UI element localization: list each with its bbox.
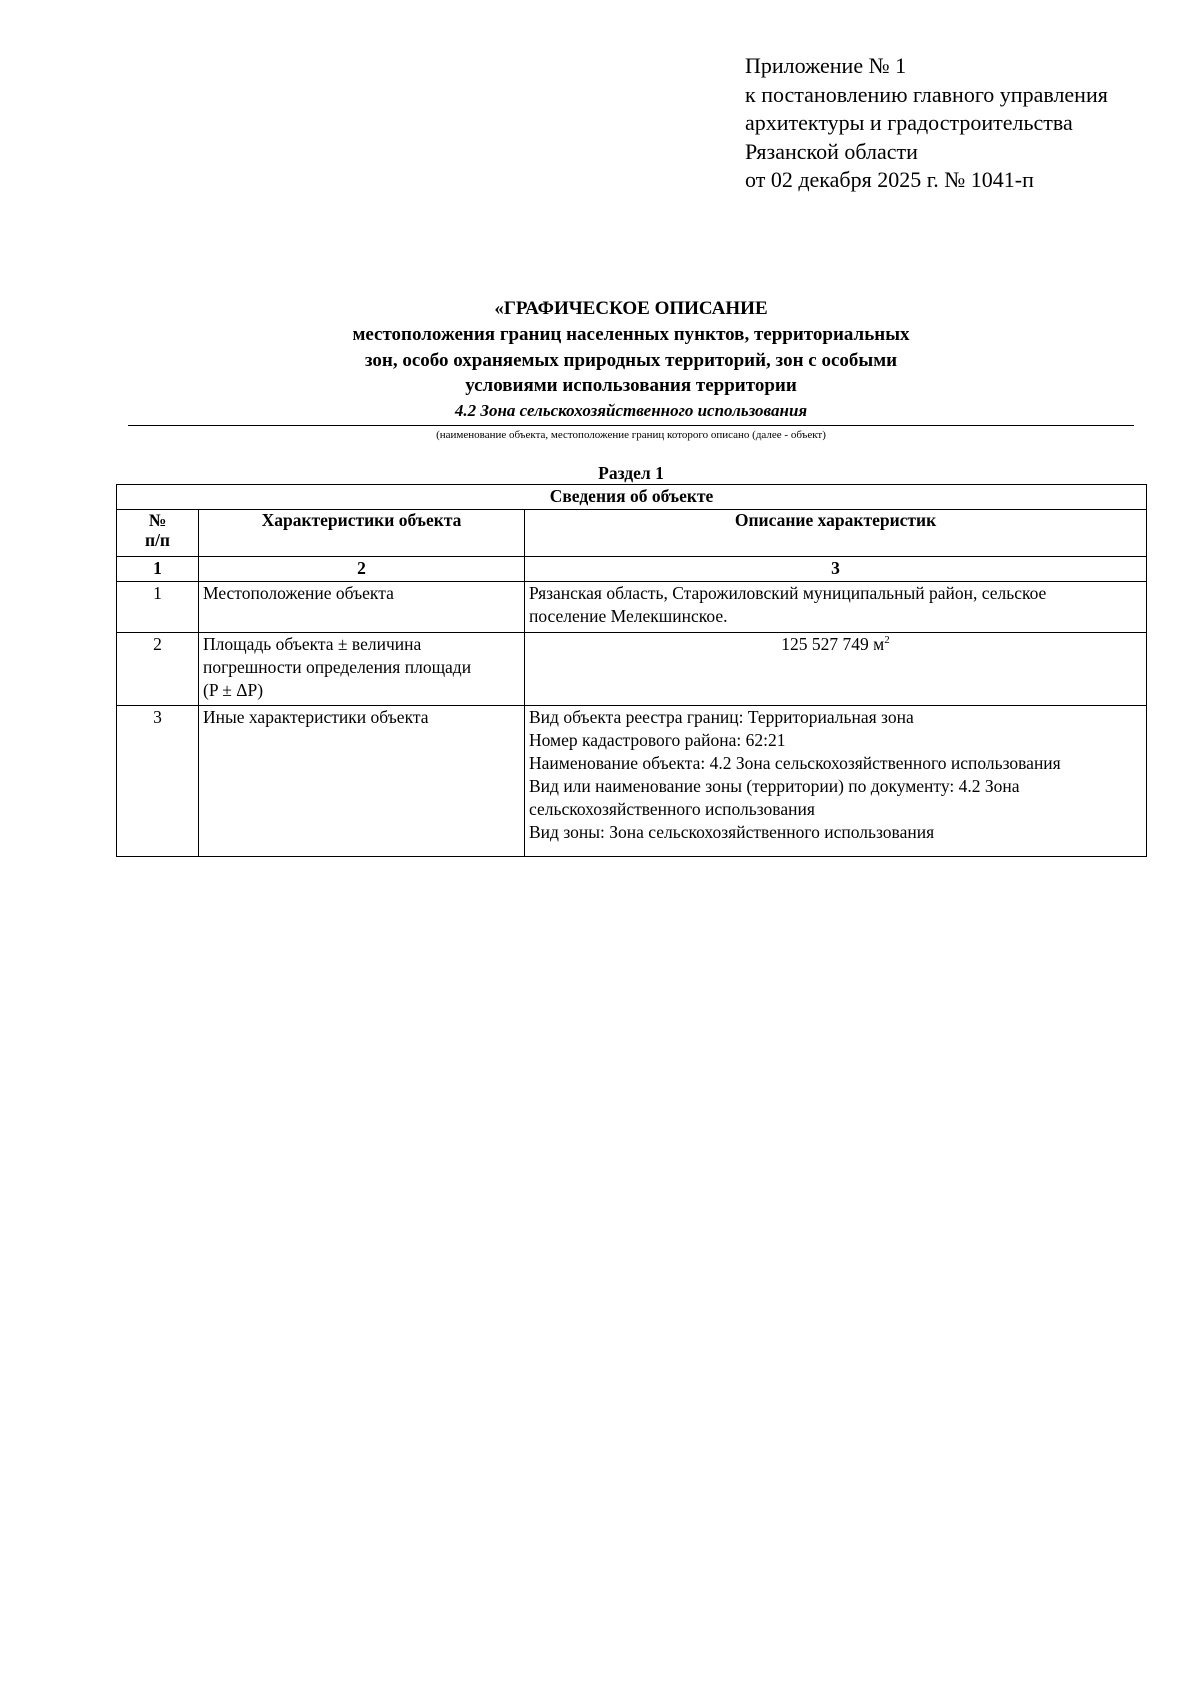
description-line: Вид объекта реестра границ: Территориальная зона	[529, 707, 914, 727]
object-info-table	[116, 484, 1147, 857]
title-line: условиями использования территории	[465, 375, 797, 396]
row-characteristic	[199, 633, 525, 706]
header-characteristics: Характеристики объекта	[199, 510, 525, 557]
row-number: 2	[117, 633, 199, 706]
row-description	[525, 633, 1147, 706]
area-value: 125 527 749 м	[781, 634, 885, 654]
header-num	[117, 510, 199, 557]
document-title	[128, 296, 1134, 399]
description-line: Номер кадастрового района: 62:21	[529, 730, 786, 750]
annex-line: Приложение № 1	[745, 53, 907, 78]
table-row	[117, 633, 1147, 706]
row-characteristic: Местоположение объекта	[199, 582, 525, 633]
annex-line: от 02 декабря 2025 г. № 1041-п	[745, 167, 1034, 192]
annex-line: архитектуры и градостроительства	[745, 110, 1073, 135]
title-line: «ГРАФИЧЕСКОЕ ОПИСАНИЕ	[494, 298, 768, 319]
characteristic-line: (P ± ΔP)	[203, 680, 264, 700]
title-line: местоположения границ населенных пунктов, территориальных	[352, 324, 910, 345]
table-caption: Сведения об объекте	[117, 485, 1147, 510]
annex-line: к постановлению главного управления	[745, 81, 1108, 107]
header-num-line: №	[148, 510, 167, 530]
section-title: Раздел 1	[598, 463, 664, 483]
column-number: 2	[199, 557, 525, 582]
description-line: поселение Мелекшинское.	[529, 606, 728, 626]
title-line: зон, особо охраняемых природных территорий, зон с особыми	[364, 349, 898, 371]
description-line: Вид зоны: Зона сельскохозяйственного использования	[529, 822, 935, 842]
object-name-caption: (наименование объекта, местоположение границ которого описано (далее - объект)	[436, 429, 826, 441]
annex-line: Рязанской области	[745, 138, 918, 164]
object-name-underline	[128, 425, 1134, 426]
characteristic-line: Площадь объекта ± величина	[203, 634, 422, 654]
column-number: 1	[117, 557, 199, 582]
row-description	[525, 582, 1147, 633]
row-number: 3	[117, 706, 199, 857]
description-line: Вид или наименование зоны (территории) по документу: 4.2 Зона	[529, 776, 1020, 796]
row-characteristic: Иные характеристики объекта	[199, 706, 525, 857]
annex-header	[745, 52, 1108, 195]
row-description	[525, 706, 1147, 857]
description-line: Рязанская область, Старожиловский муниципальный район, сельское	[529, 583, 1047, 603]
header-num-line: п/п	[144, 530, 171, 550]
object-name: 4.2 Зона сельскохозяйственного использования	[454, 401, 808, 420]
column-number: 3	[525, 557, 1147, 582]
table-row	[117, 582, 1147, 633]
row-number: 1	[117, 582, 199, 633]
description-line: Наименование объекта: 4.2 Зона сельскохозяйственного использования	[529, 753, 1061, 773]
table-row	[117, 706, 1147, 857]
characteristic-line: погрешности определения площади	[203, 657, 472, 677]
area-unit-superscript: 2	[884, 634, 890, 647]
header-description: Описание характеристик	[525, 510, 1147, 557]
description-line: сельскохозяйственного использования	[529, 799, 815, 819]
